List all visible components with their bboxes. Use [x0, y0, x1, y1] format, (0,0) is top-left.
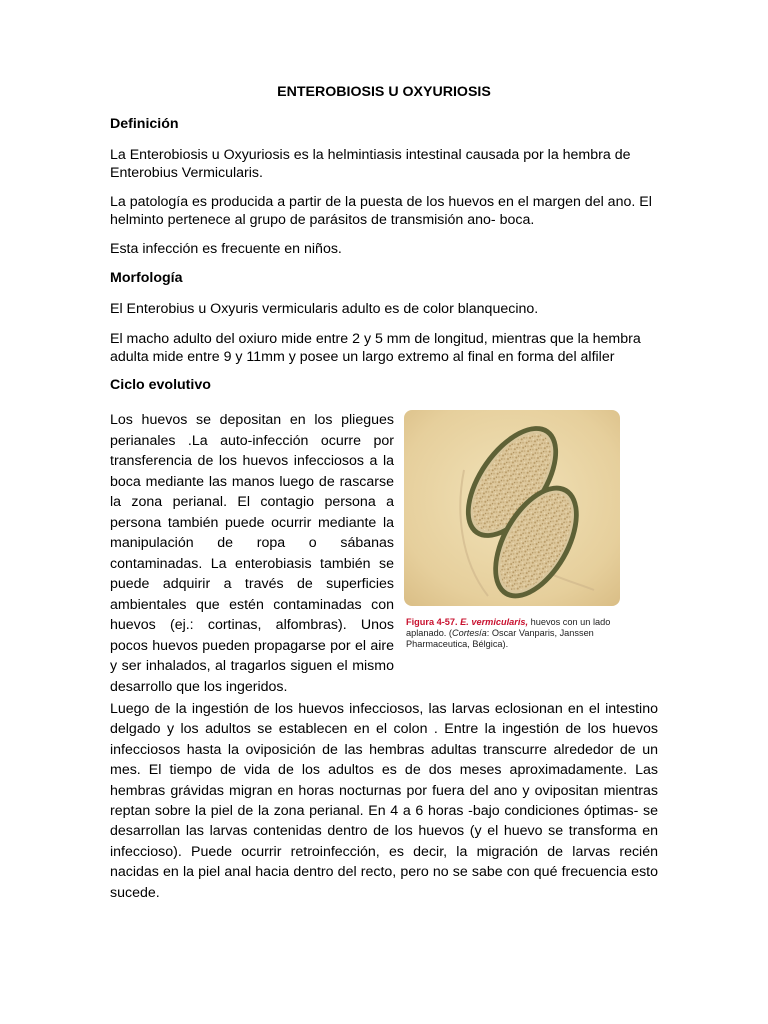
- figure-caption-label: Figura 4-57.: [406, 617, 458, 627]
- document-title: ENTEROBIOSIS U OXYURIOSIS: [277, 84, 491, 100]
- paragraph-ciclo-1: Los huevos se depositan en los pliegues perianales .La auto-infección ocurre por transferencia de los huevos infecciosos a la boca mediante las manos luego de rascarse la zona perianal. El contagio persona a persona también puede ocurrir mediante la manipulación de ropa o sábanas contaminadas. La enterobiasis también se puede adquirir a través de superficies ambientales que estén contaminadas con huevos (ej.: cortinas, alfombras). Unos pocos huevos pueden propagarse por el aire y ser inhalados, al tragarlos siguen el mismo desarrollo que los ingeridos.: [110, 412, 394, 695]
- paragraph-definicion-1: La Enterobiosis u Oxyuriosis es la helmintiasis intestinal causada por la hembra de Enterobius Vermicularis.: [110, 147, 631, 181]
- figure-caption-species: E. vermicularis,: [460, 617, 529, 627]
- figure-caption-credit-label: Cortesía: [451, 628, 487, 638]
- paragraph-morfologia-2: El macho adulto del oxiuro mide entre 2 y 5 mm de longitud, mientras que la hembra adulta mide entre 9 y 11mm y posee un largo extremo al final en forma del alfiler: [110, 331, 641, 365]
- section-heading-morfologia: Morfología: [110, 270, 183, 286]
- section-heading-definicion: Definición: [110, 116, 179, 132]
- egg-photo: [404, 410, 620, 606]
- section-heading-ciclo: Ciclo evolutivo: [110, 377, 211, 393]
- paragraph-definicion-3: Esta infección es frecuente en niños.: [110, 241, 342, 257]
- figure-caption: [406, 617, 620, 650]
- egg-micrograph-image: [404, 410, 620, 606]
- paragraph-morfologia-1: El Enterobius u Oxyuris vermicularis adulto es de color blanquecino.: [110, 301, 539, 317]
- paragraph-ciclo-2: Luego de la ingestión de los huevos infecciosos, las larvas eclosionan en el intestino delgado y los adultos se establecen en el colon . Entre la ingestión de los huevos infecciosos hasta la oviposición de las hembras adultas transcurre alrededor de un mes. El tiempo de vida de los adultos es de dos meses aproximadamente. Las hembras grávidas migran en horas nocturnas por fuera del ano y ovipositan mientras reptan sobre la piel de la zona perianal. En 4 a 6 horas -bajo condiciones óptimas- se desarrollan las larvas contenidas dentro de los huevos (y el huevo se transforma en infeccioso). Puede ocurrir retroinfección, es decir, la migración de larvas recién nacidas en la piel anal hacia dentro del recto, pero no se sabe con qué frecuencia esto sucede.: [110, 701, 658, 901]
- figure-caption-text: huevos con un lado aplanado. (: [406, 617, 611, 638]
- paragraph-definicion-2: La patología es producida a partir de la puesta de los huevos en el margen del ano. El helminto pertenece al grupo de parásitos de transmisión ano- boca.: [110, 194, 652, 228]
- figure-eggs: [404, 410, 620, 660]
- figure-caption-credit: : Oscar Vanparis, Janssen Pharmaceutica, Bélgica).: [406, 628, 594, 649]
